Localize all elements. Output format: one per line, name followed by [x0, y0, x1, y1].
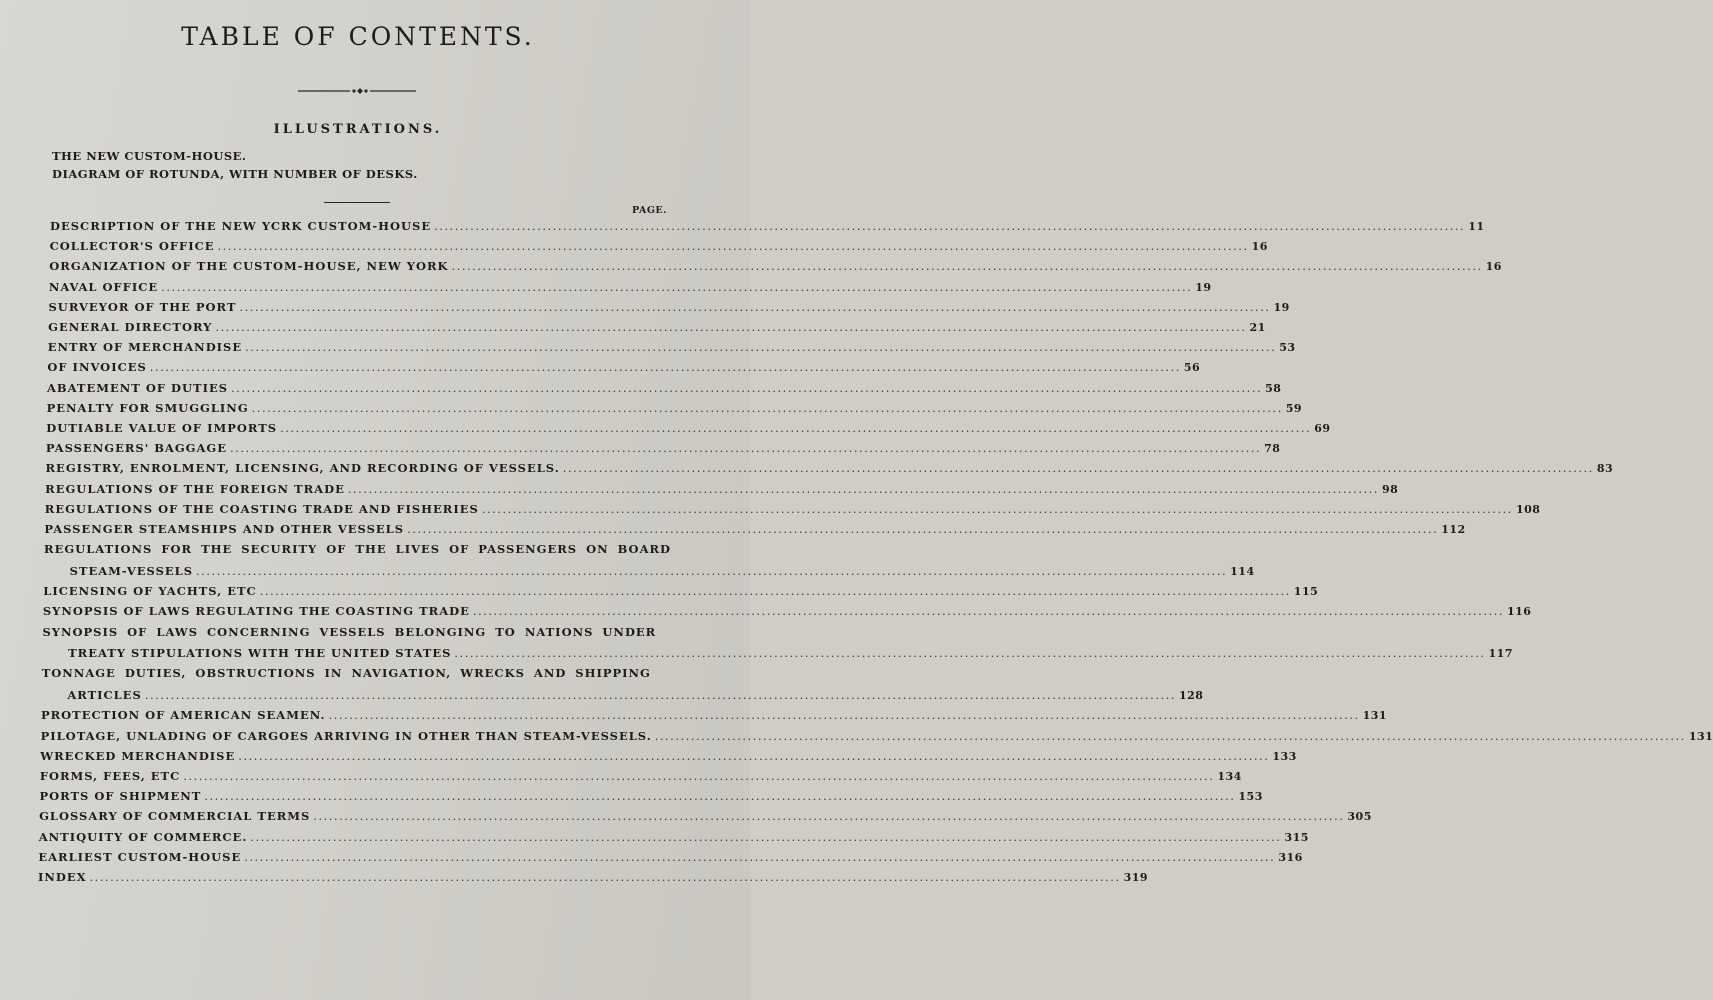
toc-page-number: 128 — [1178, 689, 1204, 703]
toc-page-number: 114 — [1230, 564, 1255, 578]
toc-entry[interactable] — [45, 481, 1399, 500]
illustration-item: THE NEW CUSTOM-HOUSE. — [52, 149, 247, 163]
toc-entry-continuation: TREATY STIPULATIONS WITH THE UNITED STATES — [68, 646, 452, 661]
leader-dots: ........................................................................................................................................................................................................ — [328, 708, 1360, 723]
leader-dots: ........................................................................................................................................................................................................ — [239, 299, 1271, 314]
toc-entry[interactable] — [49, 239, 1268, 257]
toc-entry-label: DUTIABLE VALUE OF IMPORTS — [46, 421, 278, 435]
toc-page-number: 98 — [1381, 482, 1399, 496]
toc-entry-label: COLLECTOR'S OFFICE — [49, 239, 215, 254]
toc-entry[interactable] — [49, 259, 1502, 277]
leader-dots: ........................................................................................................................................................................................................ — [251, 400, 1283, 415]
toc-page-number: 16 — [1485, 260, 1502, 274]
toc-entry[interactable] — [45, 461, 1614, 479]
toc-entry[interactable] — [47, 340, 1296, 358]
toc-entry[interactable] — [48, 299, 1290, 318]
toc-entry[interactable] — [68, 646, 1513, 664]
toc-page-number: 83 — [1596, 462, 1614, 476]
toc-entry-label: PILOTAGE, UNLADING OF CARGOES ARRIVING IN OTHER THAN STEAM-VESSELS. — [40, 728, 652, 743]
toc-page-number: 153 — [1238, 790, 1263, 804]
toc-entry[interactable] — [48, 320, 1266, 338]
toc-entry[interactable] — [42, 604, 1532, 622]
leader-dots: ........................................................................................................................................................................................................ — [183, 768, 1215, 783]
toc-page-number: 69 — [1314, 422, 1331, 435]
leader-dots: ........................................................................................................................................................................................................ — [217, 239, 1249, 254]
toc-entry-label: WRECKED MERCHANDISE — [40, 748, 236, 763]
ornament-divider-icon — [298, 86, 416, 96]
toc-page-number: 305 — [1347, 810, 1372, 824]
leader-dots: ........................................................................................................................................................................................................ — [259, 584, 1291, 599]
toc-entry-label: DESCRIPTION OF THE NEW YCRK CUSTOM-HOUSE — [50, 219, 432, 233]
toc-page-number: 16 — [1251, 240, 1268, 254]
toc-page-number: 117 — [1488, 647, 1513, 661]
toc-entry-continuation: ARTICLES — [67, 688, 142, 703]
toc-entry-label: REGULATIONS OF THE COASTING TRADE AND FISHERIES — [44, 501, 479, 516]
leader-dots: ........................................................................................................................................................................................................ — [245, 340, 1277, 355]
page-title: TABLE OF CONTENTS. — [181, 22, 535, 51]
toc-entry[interactable] — [50, 219, 1485, 237]
toc-entry[interactable] — [46, 400, 1303, 419]
toc-page-number: 56 — [1183, 361, 1201, 375]
toc-entry-label: OF INVOICES — [47, 360, 147, 375]
leader-dots: ........................................................................................................................................................................................................ — [313, 809, 1345, 824]
toc-entry[interactable] — [39, 789, 1263, 807]
toc-entry[interactable] — [48, 279, 1212, 298]
toc-entry-label: SYNOPSIS OF LAWS REGULATING THE COASTING TRADE — [42, 604, 470, 619]
toc-page-number: 134 — [1217, 769, 1242, 783]
toc-entry-label: PENALTY FOR SMUGGLING — [46, 400, 249, 415]
section-divider — [324, 202, 390, 203]
leader-dots: ........................................................................................................................................................................................................ — [238, 748, 1270, 763]
toc-entry-line — [42, 666, 696, 684]
toc-entry-label: GENERAL DIRECTORY — [48, 320, 213, 334]
toc-entry-label: SYNOPSIS OF LAWS CONCERNING VESSELS BELONGING TO NATIONS UNDER — [42, 624, 657, 639]
toc-entry[interactable] — [38, 849, 1303, 868]
toc-entry[interactable] — [38, 829, 1309, 848]
toc-page-number: 133 — [1272, 749, 1297, 763]
leader-dots: ........................................................................................................................................................................................................ — [250, 829, 1282, 844]
toc-entry-label: NAVAL OFFICE — [48, 279, 159, 294]
toc-entry[interactable] — [39, 809, 1372, 827]
toc-entry[interactable] — [47, 380, 1282, 399]
toc-entry-label: PASSENGER STEAMSHIPS AND OTHER VESSELS — [44, 522, 405, 536]
illustrations-heading: ILLUSTRATIONS. — [273, 122, 443, 137]
toc-entry-label: GLOSSARY OF COMMERCIAL TERMS — [39, 809, 311, 824]
toc-entry-label: REGULATIONS FOR THE SECURITY OF THE LIVES OF PASSENGERS ON BOARD — [44, 542, 672, 557]
leader-dots: ........................................................................................................................................................................................................ — [347, 481, 1379, 496]
leader-dots: ........................................................................................................................................................................................................ — [244, 849, 1276, 864]
toc-entry[interactable] — [46, 421, 1331, 439]
toc-entry-label: PORTS OF SHIPMENT — [39, 789, 202, 804]
toc-page-number: 131 — [1362, 709, 1388, 723]
toc-page-number: 59 — [1285, 401, 1303, 415]
toc-entry-label: PROTECTION OF AMERICAN SEAMEN. — [40, 708, 326, 723]
toc-entry[interactable] — [44, 501, 1541, 520]
leader-dots: ........................................................................................................................................................................................................ — [230, 441, 1262, 456]
toc-page-number: 115 — [1293, 585, 1319, 599]
toc-page-number: 58 — [1265, 381, 1282, 395]
toc-page-number: 315 — [1284, 830, 1309, 844]
toc-page-number: 131 — [1688, 729, 1713, 743]
toc-page-number: 19 — [1273, 300, 1290, 314]
toc-page-number: 108 — [1515, 502, 1541, 516]
illustrations-list — [52, 147, 418, 183]
toc-entry[interactable] — [39, 768, 1242, 787]
leader-dots: ........................................................................................................................................................................................................ — [204, 789, 1236, 804]
leader-dots: ........................................................................................................................................................................................................ — [654, 728, 1686, 743]
toc-entry[interactable] — [40, 748, 1297, 767]
illustration-item: DIAGRAM OF ROTUNDA, WITH NUMBER OF DESKS. — [52, 167, 418, 181]
toc-page-number: 78 — [1264, 442, 1281, 456]
toc-page-number: 11 — [1468, 220, 1485, 233]
contents-list — [0, 219, 1713, 979]
leader-dots: ........................................................................................................................................................................................................ — [472, 604, 1504, 619]
leader-dots: ........................................................................................................................................................................................................ — [196, 563, 1228, 578]
toc-entry-continuation: STEAM-VESSELS — [69, 563, 194, 578]
toc-entry[interactable] — [40, 708, 1388, 726]
toc-entry-label: TONNAGE DUTIES, OBSTRUCTIONS IN NAVIGATION, WRECKS AND SHIPPING — [41, 666, 651, 681]
toc-page-number: 116 — [1506, 605, 1532, 619]
toc-page-number: 319 — [1123, 870, 1149, 884]
toc-page-number: 19 — [1195, 280, 1212, 294]
leader-dots: ........................................................................................................................................................................................................ — [89, 869, 1121, 884]
toc-entry[interactable] — [45, 441, 1281, 459]
toc-entry-label: ENTRY OF MERCHANDISE — [47, 340, 243, 355]
leader-dots: ........................................................................................................................................................................................................ — [149, 360, 1181, 375]
toc-entry-label: REGISTRY, ENROLMENT, LICENSING, AND RECORDING OF VESSELS. — [45, 461, 560, 476]
leader-dots: ........................................................................................................................................................................................................ — [481, 501, 1513, 516]
toc-entry-label: SURVEYOR OF THE PORT — [48, 299, 237, 314]
leader-dots: ........................................................................................................................................................................................................ — [562, 461, 1594, 476]
toc-entry-label: ABATEMENT OF DUTIES — [47, 380, 229, 395]
toc-entry[interactable] — [67, 688, 1204, 706]
leader-dots: ........................................................................................................................................................................................................ — [231, 380, 1263, 395]
page-column-label: PAGE. — [632, 205, 667, 216]
toc-page-number: 112 — [1441, 523, 1466, 536]
toc-entry[interactable] — [44, 522, 1466, 540]
toc-entry-label: EARLIEST CUSTOM-HOUSE — [38, 849, 242, 864]
leader-dots: ........................................................................................................................................................................................................ — [434, 219, 1466, 233]
toc-entry[interactable] — [43, 584, 1319, 602]
toc-page-number: 21 — [1249, 321, 1266, 334]
toc-entry[interactable] — [37, 869, 1149, 888]
toc-entry-label: ANTIQUITY OF COMMERCE. — [38, 829, 248, 844]
toc-entry[interactable] — [40, 728, 1713, 747]
leader-dots: ........................................................................................................................................................................................................ — [280, 421, 1312, 435]
toc-entry-line — [44, 542, 689, 560]
leader-dots: ........................................................................................................................................................................................................ — [451, 259, 1483, 274]
toc-entry[interactable] — [69, 563, 1255, 582]
toc-entry-label: INDEX — [37, 869, 87, 884]
leader-dots: ........................................................................................................................................................................................................ — [161, 279, 1193, 294]
toc-entry-label: FORMS, FEES, ETC — [39, 768, 181, 783]
toc-page-number: 53 — [1279, 341, 1296, 355]
leader-dots: ........................................................................................................................................................................................................ — [215, 320, 1247, 334]
leader-dots: ........................................................................................................................................................................................................ — [407, 522, 1439, 536]
toc-entry-label: ORGANIZATION OF THE CUSTOM-HOUSE, NEW YORK — [49, 259, 449, 274]
leader-dots: ........................................................................................................................................................................................................ — [144, 688, 1176, 703]
toc-entry-line — [42, 625, 693, 643]
toc-entry-label: PASSENGERS' BAGGAGE — [45, 441, 228, 456]
toc-entry-label: REGULATIONS OF THE FOREIGN TRADE — [45, 481, 345, 496]
toc-entry-label: LICENSING OF YACHTS, ETC — [43, 584, 257, 599]
toc-page-number: 316 — [1278, 850, 1303, 864]
leader-dots: ........................................................................................................................................................................................................ — [454, 646, 1486, 661]
toc-entry[interactable] — [47, 360, 1201, 378]
